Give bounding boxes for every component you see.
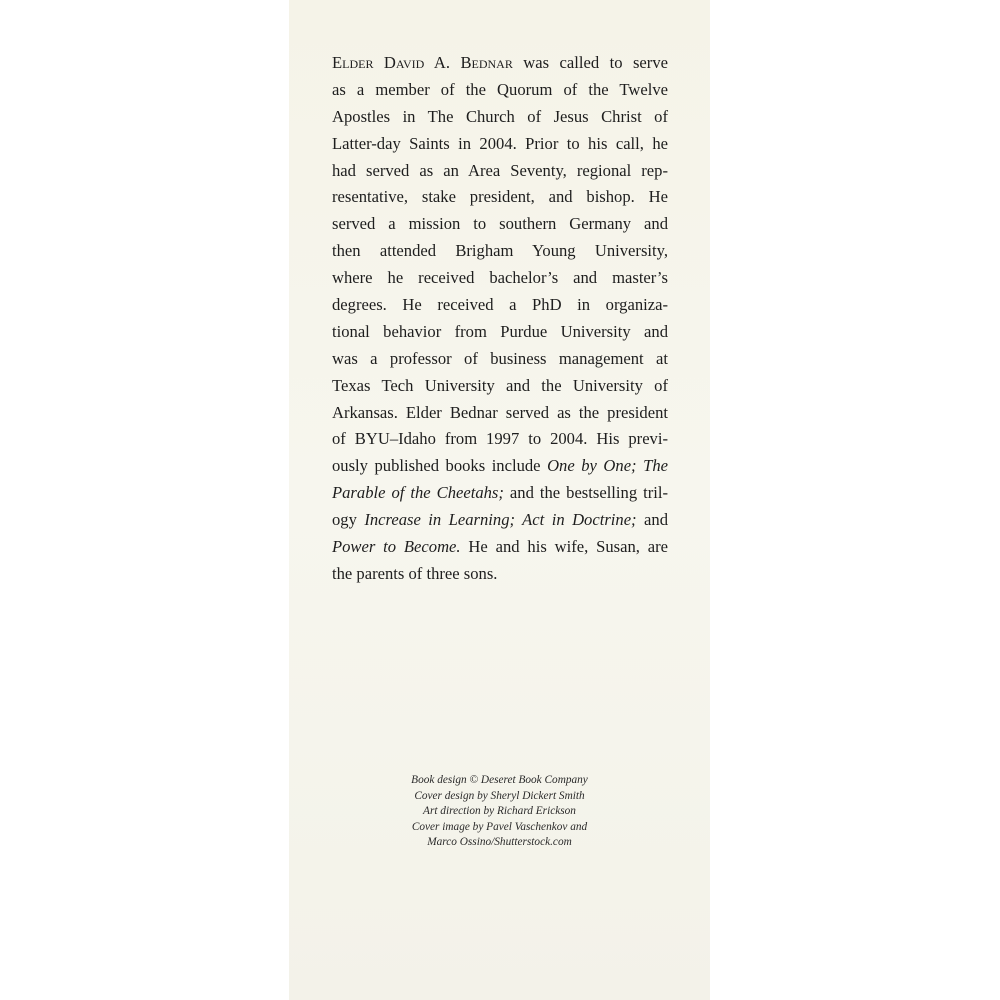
book-title-text: Power to Become. bbox=[332, 537, 461, 557]
bio-line bbox=[332, 480, 668, 507]
bio-text: was called to serve bbox=[512, 53, 668, 72]
bio-text: had served as an Area Seventy, regional rep- bbox=[332, 160, 668, 180]
bio-line bbox=[332, 77, 668, 104]
bio-text: tional behavior from Purdue University and bbox=[332, 321, 668, 341]
bio-text: ogy bbox=[332, 510, 365, 530]
bio-text: then attended Brigham Young University, bbox=[332, 241, 668, 261]
bio-line bbox=[332, 373, 668, 400]
bio-line bbox=[332, 561, 668, 588]
bio-text: Apostles in The Church of Jesus Christ of bbox=[332, 106, 668, 126]
bio-line bbox=[332, 453, 668, 480]
bio-text: Arkansas. Elder Bednar served as the president bbox=[332, 402, 668, 422]
bio-text: was a professor of business management at bbox=[332, 348, 668, 368]
bio-text: and the bestselling tril- bbox=[503, 483, 668, 503]
bio-text: Latter-day Saints in 2004. Prior to his call, he bbox=[332, 133, 668, 153]
bio-line bbox=[332, 400, 668, 427]
bio-text: as a member of the Quorum of the Twelve bbox=[332, 79, 668, 99]
bio-text: degrees. He received a PhD in organiza- bbox=[332, 295, 668, 315]
book-title-text: One by One; The bbox=[547, 456, 668, 476]
bio-text: He and his wife, Susan, are bbox=[460, 537, 668, 557]
bio-line bbox=[332, 211, 668, 238]
credit-cover-design: Cover design by Sheryl Dickert Smith bbox=[414, 789, 585, 802]
bio-line bbox=[332, 238, 668, 265]
bio-text: served a mission to southern Germany and bbox=[332, 214, 668, 234]
author-biography bbox=[332, 50, 668, 588]
bio-line bbox=[332, 319, 668, 346]
bio-text: where he received bachelor’s and master’s bbox=[332, 268, 668, 288]
bio-text: of BYU–Idaho from 1997 to 2004. His previ- bbox=[332, 429, 668, 449]
bio-line bbox=[332, 265, 668, 292]
bio-line bbox=[332, 534, 668, 561]
bio-line bbox=[332, 426, 668, 453]
book-flap-page bbox=[289, 0, 710, 1000]
bio-text: resentative, stake president, and bishop. He bbox=[332, 187, 668, 207]
bio-text: ously published books include bbox=[332, 456, 548, 476]
bio-line bbox=[332, 131, 668, 158]
bio-line bbox=[332, 184, 668, 211]
credit-book-design: Book design © Deseret Book Company bbox=[411, 774, 588, 786]
book-title-text: Parable of the Cheetahs; bbox=[332, 483, 504, 503]
bio-line bbox=[332, 507, 668, 534]
credit-image-source: Marco Ossino/Shutterstock.com bbox=[427, 836, 572, 848]
bio-line bbox=[332, 104, 668, 131]
bio-text: the parents of three sons. bbox=[332, 563, 498, 583]
credit-cover-image: Cover image by Pavel Vaschenkov and bbox=[411, 820, 588, 833]
credit-art-direction: Art direction by Richard Erickson bbox=[423, 805, 576, 817]
bio-line bbox=[332, 50, 668, 77]
design-credits bbox=[289, 773, 710, 851]
bio-line bbox=[332, 292, 668, 319]
bio-text: Texas Tech University and the University of bbox=[332, 375, 668, 395]
book-title-text: Increase in Learning; Act in Doctrine; bbox=[364, 510, 637, 530]
bio-line bbox=[332, 346, 668, 373]
author-name: Elder David A. Bednar bbox=[332, 53, 513, 72]
bio-line bbox=[332, 158, 668, 185]
bio-text: and bbox=[636, 510, 668, 530]
